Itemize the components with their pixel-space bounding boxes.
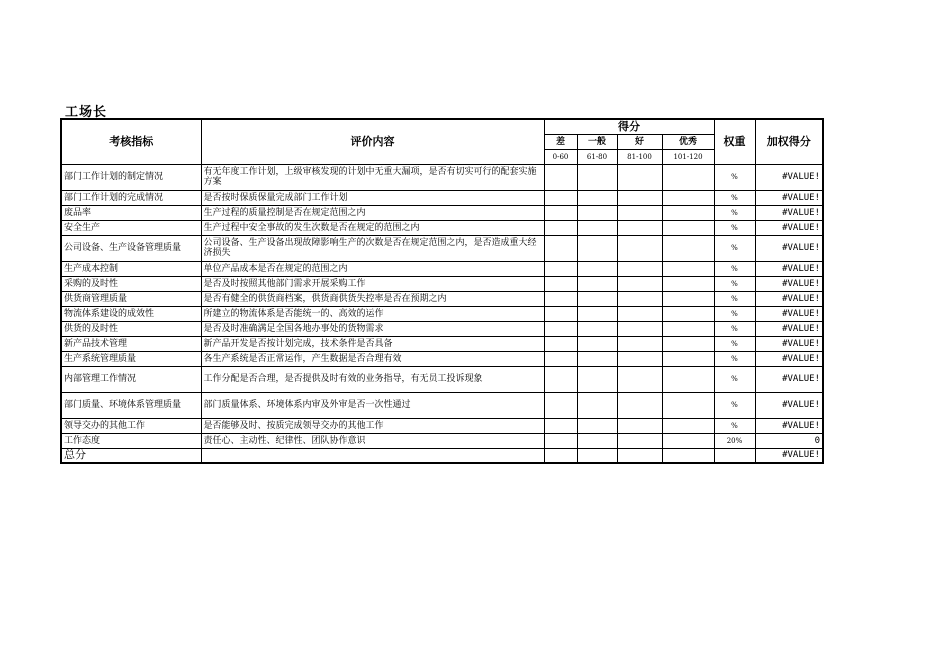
table-row [61, 392, 823, 418]
total-label: 总分 [61, 448, 201, 463]
sheet-title: 工场长 [65, 105, 108, 120]
weight-cell: % [714, 164, 755, 190]
score-excellent-cell [662, 261, 714, 276]
score-excellent-cell [662, 235, 714, 261]
header-weight: 权重 [714, 119, 755, 164]
score-poor-cell [544, 205, 577, 220]
range-good: 81-100 [617, 149, 662, 164]
weighted-score-cell: #VALUE! [755, 366, 823, 392]
total-empty-cell [544, 448, 577, 463]
indicator-cell: 工作态度 [61, 433, 201, 448]
indicator-cell: 安全生产 [61, 220, 201, 235]
content-cell: 责任心、主动性、纪律性、团队协作意识 [201, 433, 544, 448]
score-average-cell [577, 190, 617, 205]
table-row [61, 261, 823, 276]
weight-cell: % [714, 235, 755, 261]
indicator-cell: 部门工作计划的完成情况 [61, 190, 201, 205]
table-row [61, 351, 823, 366]
score-good-cell [617, 205, 662, 220]
content-cell: 是否及时准确满足全国各地办事处的货物需求 [201, 321, 544, 336]
weighted-score-cell: #VALUE! [755, 205, 823, 220]
weight-cell: % [714, 291, 755, 306]
weight-cell: % [714, 306, 755, 321]
score-average-cell [577, 276, 617, 291]
score-excellent-cell [662, 366, 714, 392]
content-cell: 工作分配是否合理，是否提供及时有效的业务指导，有无员工投诉现象 [201, 366, 544, 392]
table-row [61, 235, 823, 261]
score-excellent-cell [662, 190, 714, 205]
score-average-cell [577, 433, 617, 448]
table-row [61, 220, 823, 235]
table-row [61, 321, 823, 336]
weighted-score-cell: #VALUE! [755, 351, 823, 366]
score-good-cell [617, 351, 662, 366]
score-poor-cell [544, 336, 577, 351]
table-row [61, 164, 823, 190]
weighted-score-cell: #VALUE! [755, 235, 823, 261]
score-excellent-cell [662, 291, 714, 306]
score-poor-cell [544, 306, 577, 321]
weight-cell: % [714, 336, 755, 351]
score-average-cell [577, 261, 617, 276]
indicator-cell: 供货商管理质量 [61, 291, 201, 306]
total-weighted-score: #VALUE! [755, 448, 823, 463]
score-average-cell [577, 351, 617, 366]
score-good-cell [617, 220, 662, 235]
indicator-cell: 供货的及时性 [61, 321, 201, 336]
header-score: 得分 [544, 119, 714, 134]
score-poor-cell [544, 418, 577, 433]
score-excellent-cell [662, 321, 714, 336]
score-good-cell [617, 392, 662, 418]
weight-cell: % [714, 392, 755, 418]
content-cell: 是否有健全的供货商档案，供货商供货失控率是否在预期之内 [201, 291, 544, 306]
indicator-cell: 物流体系建设的成效性 [61, 306, 201, 321]
score-good-cell [617, 321, 662, 336]
content-cell: 新产品开发是否按计划完成，技术条件是否具备 [201, 336, 544, 351]
content-cell: 是否及时按照其他部门需求开展采购工作 [201, 276, 544, 291]
header-content: 评价内容 [201, 119, 544, 164]
total-empty-cell [714, 448, 755, 463]
content-cell: 所建立的物流体系是否能统一的、高效的运作 [201, 306, 544, 321]
content-cell: 部门质量体系、环境体系内审及外审是否一次性通过 [201, 392, 544, 418]
indicator-cell: 生产成本控制 [61, 261, 201, 276]
score-excellent-cell [662, 433, 714, 448]
score-poor-cell [544, 366, 577, 392]
indicator-cell: 公司设备、生产设备管理质量 [61, 235, 201, 261]
score-average-cell [577, 220, 617, 235]
weighted-score-cell: #VALUE! [755, 392, 823, 418]
score-average-cell [577, 392, 617, 418]
score-good-cell [617, 190, 662, 205]
score-poor-cell [544, 351, 577, 366]
indicator-cell: 新产品技术管理 [61, 336, 201, 351]
score-excellent-cell [662, 392, 714, 418]
grade-average: 一般 [577, 134, 617, 149]
total-empty-cell [577, 448, 617, 463]
table-row [61, 205, 823, 220]
evaluation-table [60, 118, 824, 464]
table-row [61, 291, 823, 306]
weight-cell: % [714, 366, 755, 392]
indicator-cell: 生产系统管理质量 [61, 351, 201, 366]
score-good-cell [617, 164, 662, 190]
weighted-score-cell: 0 [755, 433, 823, 448]
grade-excellent: 优秀 [662, 134, 714, 149]
content-cell: 是否能够及时、按质完成领导交办的其他工作 [201, 418, 544, 433]
score-excellent-cell [662, 205, 714, 220]
content-cell: 生产过程中安全事故的发生次数是否在规定的范围之内 [201, 220, 544, 235]
weighted-score-cell: #VALUE! [755, 336, 823, 351]
score-good-cell [617, 418, 662, 433]
score-average-cell [577, 205, 617, 220]
weighted-score-cell: #VALUE! [755, 291, 823, 306]
content-cell: 单位产品成本是否在规定的范围之内 [201, 261, 544, 276]
weight-cell: % [714, 190, 755, 205]
score-excellent-cell [662, 164, 714, 190]
indicator-cell: 部门质量、环境体系管理质量 [61, 392, 201, 418]
total-row [61, 448, 823, 463]
grade-good: 好 [617, 134, 662, 149]
table-row [61, 366, 823, 392]
indicator-cell: 内部管理工作情况 [61, 366, 201, 392]
indicator-cell: 领导交办的其他工作 [61, 418, 201, 433]
table-row [61, 336, 823, 351]
score-good-cell [617, 306, 662, 321]
score-average-cell [577, 291, 617, 306]
weighted-score-cell: #VALUE! [755, 321, 823, 336]
weighted-score-cell: #VALUE! [755, 306, 823, 321]
score-excellent-cell [662, 418, 714, 433]
range-excellent: 101-120 [662, 149, 714, 164]
weighted-score-cell: #VALUE! [755, 190, 823, 205]
weighted-score-cell: #VALUE! [755, 276, 823, 291]
score-excellent-cell [662, 276, 714, 291]
indicator-cell: 部门工作计划的制定情况 [61, 164, 201, 190]
table-row [61, 306, 823, 321]
score-average-cell [577, 418, 617, 433]
weight-cell: 20% [714, 433, 755, 448]
header-weighted-score: 加权得分 [755, 119, 823, 164]
table-row [61, 276, 823, 291]
score-excellent-cell [662, 220, 714, 235]
score-poor-cell [544, 164, 577, 190]
score-excellent-cell [662, 306, 714, 321]
score-excellent-cell [662, 351, 714, 366]
weight-cell: % [714, 276, 755, 291]
content-cell: 各生产系统是否正常运作，产生数据是否合理有效 [201, 351, 544, 366]
weight-cell: % [714, 321, 755, 336]
table-row [61, 190, 823, 205]
score-poor-cell [544, 321, 577, 336]
score-poor-cell [544, 235, 577, 261]
weighted-score-cell: #VALUE! [755, 261, 823, 276]
score-good-cell [617, 261, 662, 276]
grade-poor: 差 [544, 134, 577, 149]
total-empty-cell [662, 448, 714, 463]
table-row [61, 418, 823, 433]
weight-cell: % [714, 261, 755, 276]
table-row [61, 433, 823, 448]
range-average: 61-80 [577, 149, 617, 164]
score-poor-cell [544, 220, 577, 235]
weight-cell: % [714, 418, 755, 433]
weight-cell: % [714, 351, 755, 366]
score-average-cell [577, 306, 617, 321]
score-average-cell [577, 366, 617, 392]
weight-cell: % [714, 205, 755, 220]
score-average-cell [577, 336, 617, 351]
score-poor-cell [544, 433, 577, 448]
weighted-score-cell: #VALUE! [755, 418, 823, 433]
score-poor-cell [544, 392, 577, 418]
score-average-cell [577, 164, 617, 190]
score-good-cell [617, 235, 662, 261]
indicator-cell: 采购的及时性 [61, 276, 201, 291]
score-poor-cell [544, 190, 577, 205]
score-average-cell [577, 321, 617, 336]
content-cell: 是否按时保质保量完成部门工作计划 [201, 190, 544, 205]
content-cell: 公司设备、生产设备出现故障影响生产的次数是否在规定范围之内，是否造成重大经济损失 [201, 235, 544, 261]
score-good-cell [617, 336, 662, 351]
content-cell: 有无年度工作计划，上级审核发现的计划中无重大漏项，是否有切实可行的配套实施方案 [201, 164, 544, 190]
total-empty-cell [201, 448, 544, 463]
score-good-cell [617, 276, 662, 291]
weighted-score-cell: #VALUE! [755, 164, 823, 190]
total-empty-cell [617, 448, 662, 463]
indicator-cell: 废品率 [61, 205, 201, 220]
score-excellent-cell [662, 336, 714, 351]
score-poor-cell [544, 261, 577, 276]
weight-cell: % [714, 220, 755, 235]
weighted-score-cell: #VALUE! [755, 220, 823, 235]
score-good-cell [617, 366, 662, 392]
content-cell: 生产过程的质量控制是否在规定范围之内 [201, 205, 544, 220]
score-poor-cell [544, 276, 577, 291]
score-average-cell [577, 235, 617, 261]
range-poor: 0-60 [544, 149, 577, 164]
score-good-cell [617, 291, 662, 306]
score-poor-cell [544, 291, 577, 306]
header-indicator: 考核指标 [61, 119, 201, 164]
score-good-cell [617, 433, 662, 448]
